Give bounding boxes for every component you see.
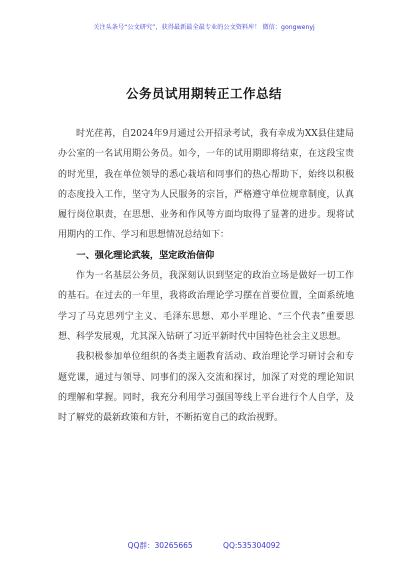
footer-qq: QQ:535304092 <box>223 541 281 550</box>
body-paragraph: 我积极参加单位组织的各类主题教育活动、政治理论学习研讨会和专题党课，通过与领导、同事们的深入交流和探讨，加深了对党的理论知识的理解和掌握。同时，我充分利用学习强国等线上平台进行个人自学，及时了解党的最新政策和方针，不断拓宽自己的政治视野。 <box>58 352 354 424</box>
document-body <box>58 124 354 428</box>
footer <box>0 540 408 551</box>
intro-paragraph: 时光荏苒，自2024年9月通过公开招录考试，我有幸成为XX县住建局办公室的一名试用期公务员。如今，一年的试用期即将结束，在这段宝贵的时光里，我在单位领导的悉心栽培和同事们的热心帮助下，始终以积极的态度投入工作，坚守为人民服务的宗旨，严格遵守单位规章制度，认真履行岗位职责，在思想、业务和作风等方面均取得了显著的进步。现将试用期内的工作、学习和思想情况总结如下： <box>58 129 354 241</box>
body-paragraph: 作为一名基层公务员，我深刻认识到坚定的政治立场是做好一切工作的基石。在过去的一年里，我将政治理论学习摆在首要位置，全面系统地学习了马克思列宁主义、毛泽东思想、邓小平理论、“三个代表”重要思想、科学发展观，尤其深入钻研了习近平新时代中国特色社会主义思想。 <box>58 271 354 342</box>
footer-qq-group: QQ群：30265665 <box>127 541 193 550</box>
header-note: 关注头条号“公文研究”，获得最新最全最专业的公文资料库！ 微信：gongwenyj <box>93 24 315 31</box>
section-heading: 一、强化理论武装，坚定政治信仰 <box>76 249 215 261</box>
document-title: 公务员试用期转正工作总结 <box>125 86 282 101</box>
